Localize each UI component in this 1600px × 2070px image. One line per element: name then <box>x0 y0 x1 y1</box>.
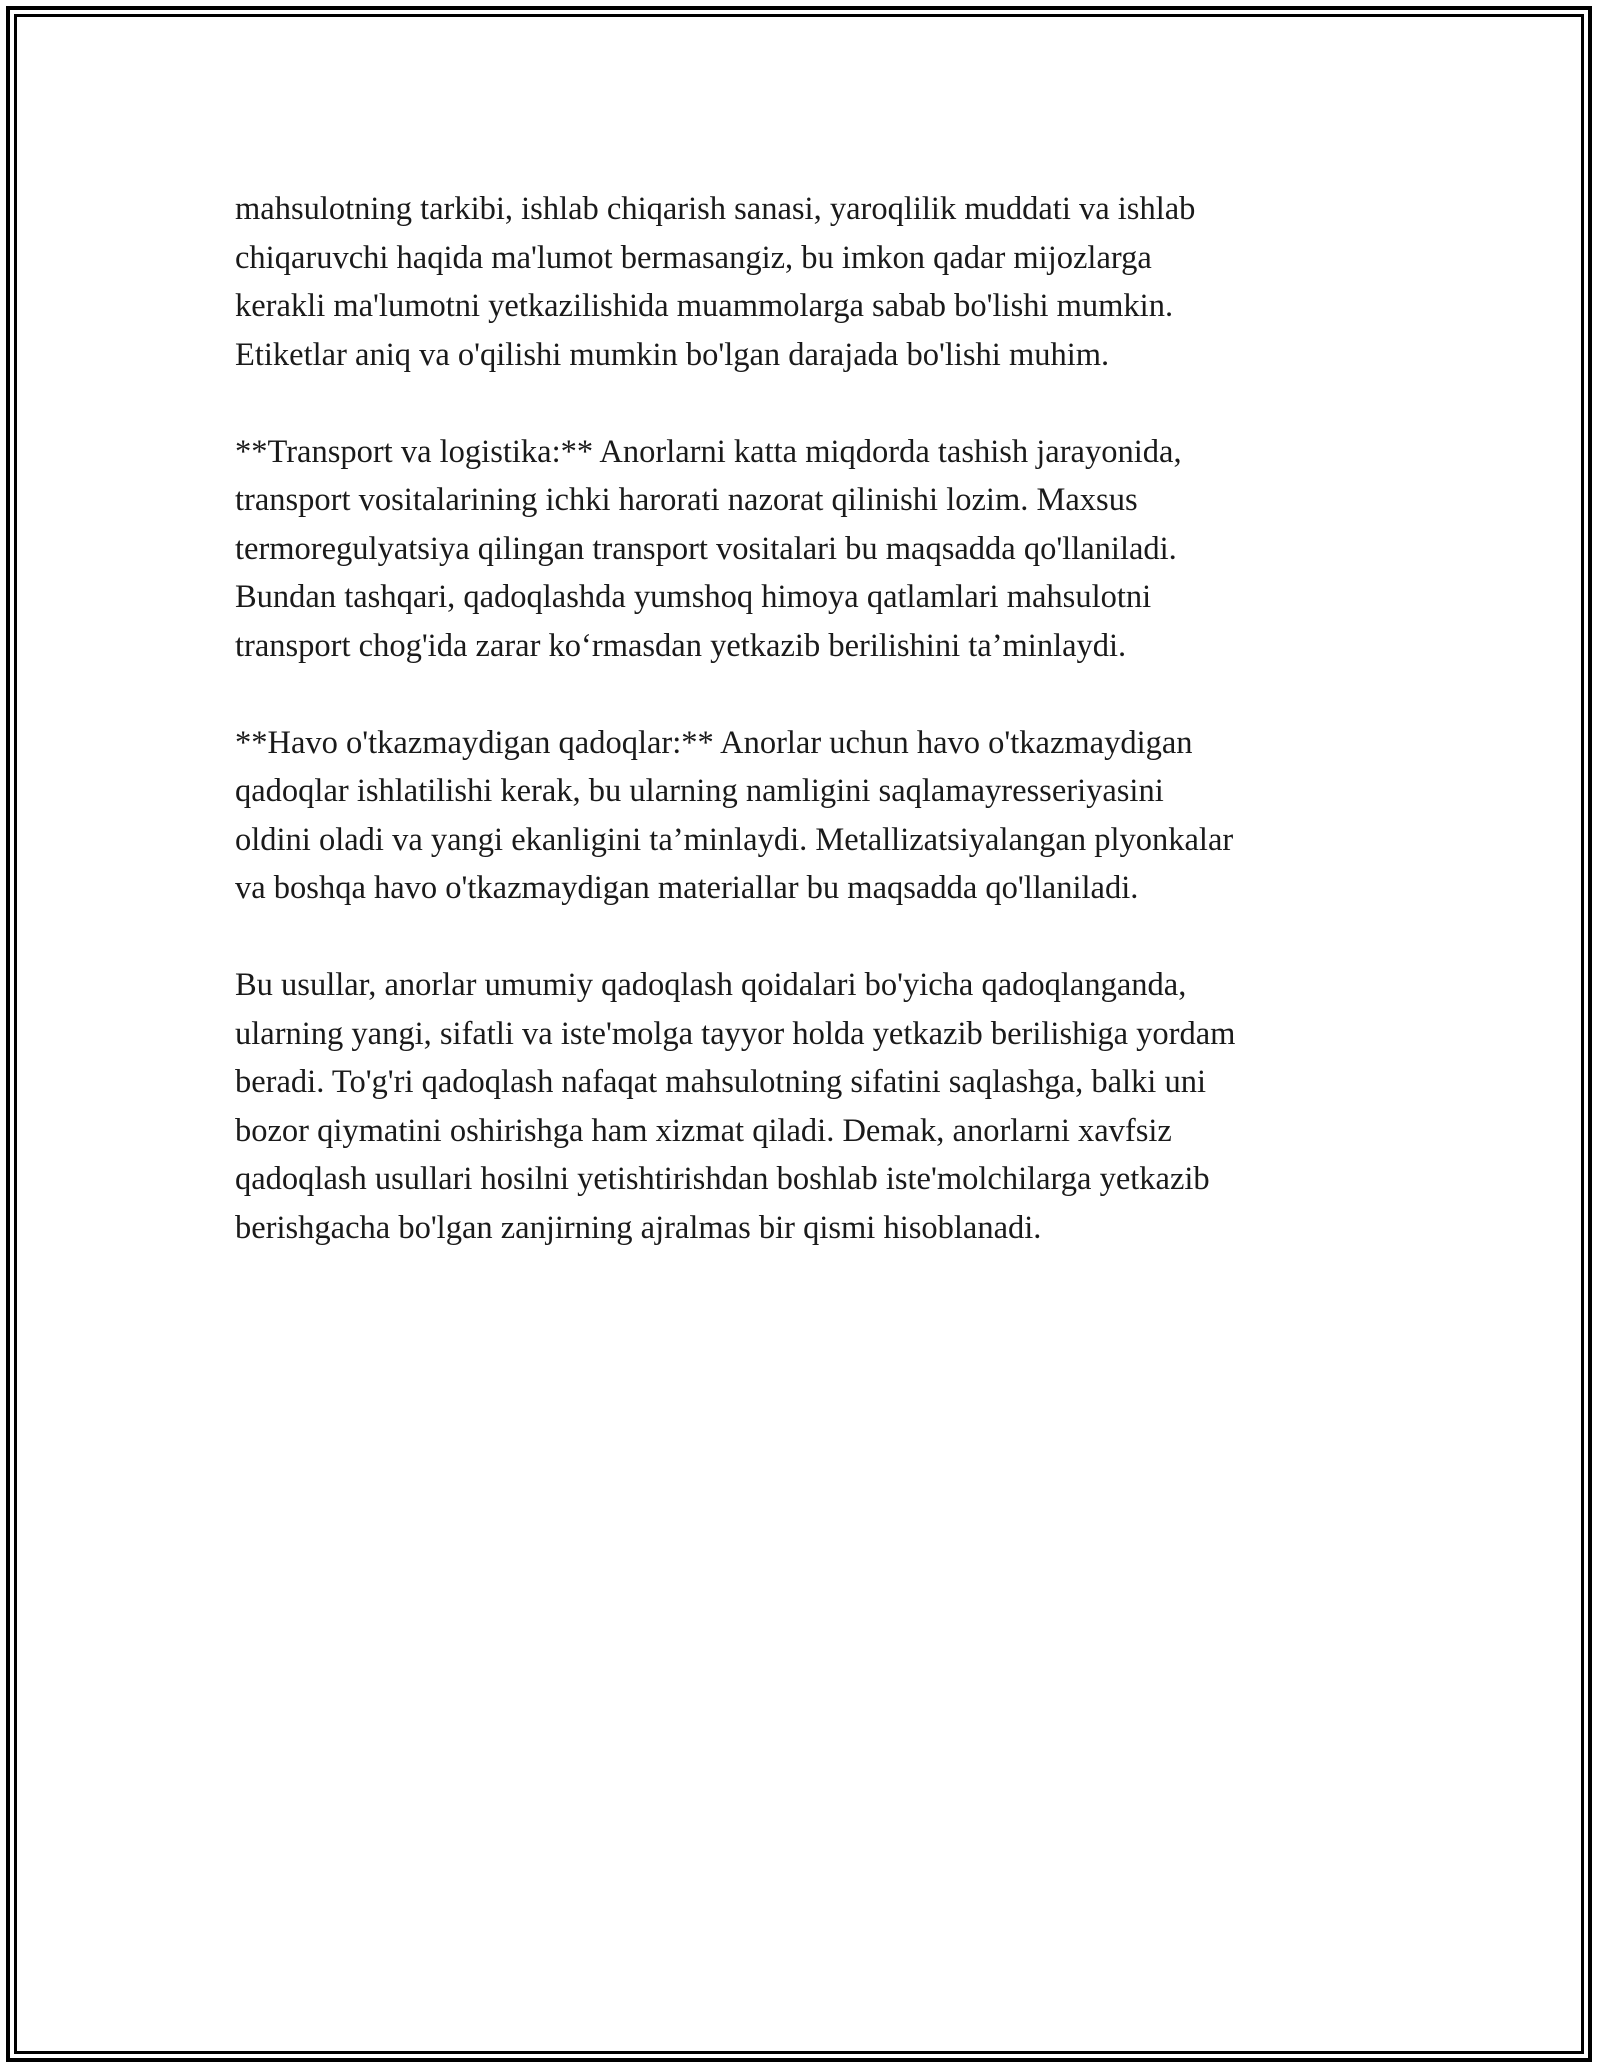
text-line: Bundan tashqari, qadoqlashda yumshoq himoya qatlamlari mahsulotni <box>235 579 1152 615</box>
text-line: **Transport va logistika:** Anorlarni katta miqdorda tashish jarayonida, <box>235 433 1182 470</box>
text-line: beradi. To'g'ri qadoqlash nafaqat mahsulotning sifatini saqlashga, balki uni <box>235 1064 1206 1100</box>
text-line: transport vositalarining ichki harorati nazorat qilinishi lozim. Maxsus <box>235 482 1138 518</box>
text-line: mahsulotning tarkibi, ishlab chiqarish sanasi, yaroqlilik muddati va ishlab <box>235 191 1196 227</box>
text-line: qadoqlash usullari hosilni yetishtirishdan boshlab iste'molchilarga yetkazib <box>235 1161 1210 1197</box>
text-line: Bu usullar, anorlar umumiy qadoqlash qoidalari bo'yicha qadoqlanganda, <box>235 967 1187 1003</box>
text-line: chiqaruvchi haqida ma'lumot bermasangiz, bu imkon qadar mijozlarga <box>235 239 1152 276</box>
text-line: transport chog'ida zarar ko‘rmasdan yetkazib berilishini ta’minlaydi. <box>235 627 1127 664</box>
text-line: **Havo o'tkazmaydigan qadoqlar:** Anorlar uchun havo o'tkazmaydigan <box>235 724 1193 761</box>
paragraph-transport <box>235 428 1385 671</box>
text-line: qadoqlar ishlatilishi kerak, bu ularning namligini saqlamayresseriyasini <box>235 773 1164 809</box>
text-line: termoregulyatsiya qilingan transport vositalari bu maqsadda qo'llaniladi. <box>235 530 1177 567</box>
paragraph-airtight <box>235 719 1385 913</box>
text-line: kerakli ma'lumotni yetkazilishida muammolarga sabab bo'lishi mumkin. <box>235 288 1174 324</box>
text-line: oldini oladi va yangi ekanligini ta’minlaydi. Metallizatsiyalangan plyonkalar <box>235 821 1234 858</box>
text-line: ularning yangi, sifatli va iste'molga tayyor holda yetkazib berilishiga yordam <box>235 1015 1236 1052</box>
paragraph-conclusion <box>235 961 1385 1252</box>
text-line: Etiketlar aniq va o'qilishi mumkin bo'lgan darajada bo'lishi muhim. <box>235 336 1110 373</box>
document-body <box>235 185 1385 1301</box>
paragraph-labeling <box>235 185 1385 379</box>
text-line: berishgacha bo'lgan zanjirning ajralmas bir qismi hisoblanadi. <box>235 1209 1042 1246</box>
text-line: va boshqa havo o'tkazmaydigan materiallar bu maqsadda qo'llaniladi. <box>235 870 1139 906</box>
text-line: bozor qiymatini oshirishga ham xizmat qiladi. Demak, anorlarni xavfsiz <box>235 1112 1172 1149</box>
